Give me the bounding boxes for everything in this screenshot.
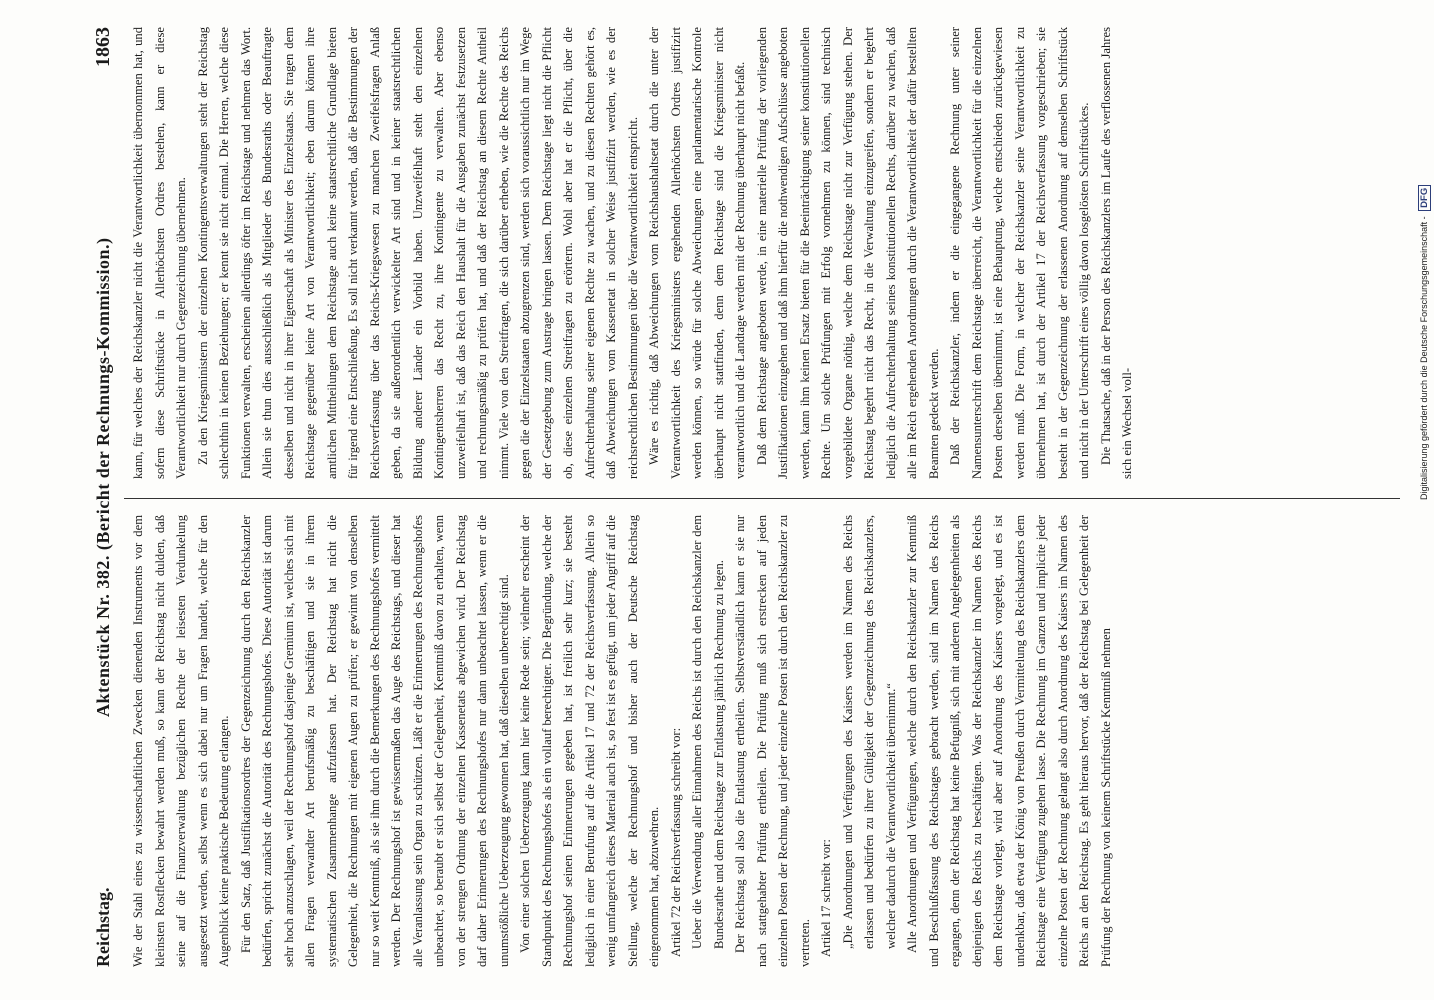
paragraph: Wie der Stahl eines zu wissenschaftlichen Zwecken dienenden Instruments vor dem kleinsten Rostflecken bewahrt werden muß, so kann der Reichstag nicht dulden, daß seine auf die Finanzverwaltung bezüglichen Rechte der leisesten Verdunkelung ausgesetzt werden, selbst wenn es sich dabei nur um Fragen handelt, welche für den Augenblick keine praktische Bedeutung erlangen. [131, 515, 231, 967]
paragraph: Die Thatsache, daß in der Person des Reichskanzlers im Laufe des verflossenen Jahres sich ein Wechsel voll- [1098, 27, 1134, 479]
left-column [128, 515, 1400, 967]
paragraph: Daß der Reichskanzler, indem er die eingegangene Rechnung unter seiner Namensunterschrift dem Reichstage überreicht, die Verantwortlichkeit für die einzelnen Posten derselben übernimmt, ist eine Behauptung, welche entschieden zurückgewiesen werden muß. Die Form, in welcher der Reichskanzler seine Verantwortlichkeit zu übernehmen hat, ist durch der Artikel 17 der Reichsverfassung vorgeschrieben; sie besteht in der Gegenzeichnung der erlassenen Anordnung auf demselben Schriftstück und nicht in der Unterschrift eines völlig davon losgelösten Schriftstückes. [948, 27, 1091, 479]
digitization-credit [1418, 185, 1431, 500]
credit-text: Digitalisierung gefördert durch die Deutsche Forschungsgemeinschaft - [1419, 216, 1429, 500]
paragraph: Der Reichstag soll also die Entlastung ertheilen. Selbstverständlich kann er sie nur nach stattgehabter Prüfung ertheilen. Die Prüfung muß sich erstrecken auf jeden einzelnen Posten der Rechnung, und jeder einzelne Posten ist durch den Reichskanzler zu vertreten. [733, 515, 812, 967]
header-title: Aktenstück Nr. 382. (Bericht der Rechnungs-Kommission.) [93, 237, 113, 718]
rotated-document-page [88, 27, 1408, 967]
paragraph: Artikel 17 schreibt vor: [819, 839, 833, 957]
page-header [88, 27, 114, 967]
paragraph: „Die Anordnungen und Verfügungen des Kaisers werden im Namen des Reichs erlassen und bedürfen zu ihrer Gültigkeit der Gegenzeichnung des Reichskanzlers, welcher dadurch die Verantwortlichkeit übernimmt.“ [840, 515, 898, 949]
paragraph: Für den Satz, daß Justifikationsordres der Gegenzeichnung durch den Reichskanzler bedürfen, spricht zunächst die Autorität des Rechnungshofes. Diese Autorität ist darum sehr hoch anzuschlagen, weil der Rechnungshof dasjenige Gremium ist, welches sich mit allen Fragen verwandter Art berufsmäßig zu beschäftigen und sie in ihrem systematischen Zusammenhange aufzufassen hat. Der Reichstag hat nicht die Gelegenheit, die Rechnungen mit eigenen Augen zu prüfen; er gewinnt von denselben nur so weit Kenntniß, als sie ihm durch die Bemerkungen des Rechnungshofes vermittelt werden. Der Rechnungshof ist gewissermaßen das Auge des Reichstags, und dieser hat alle Veranlassung sein Organ zu schützen. Läßt er die Erinnerungen des Rechnungshofes unbeachtet, so beraubt er sich selbst der Gelegenheit, Kenntniß davon zu erhalten, wenn von der strengen Ordnung der einzelnen Kassenetats abgewichen wird. Der Reichstag darf daher Erinnerungen des Rechnungshofes nur dann unbeachtet lassen, wenn er die unumstößliche Ueberzeugung gewonnen hat, daß dieselben unberechtigt sind. [238, 515, 511, 967]
paragraph: kann, für welches der Reichskanzler nicht die Verantwortlichkeit übernommen hat, und sofern diese Schriftstücke in Allerhöchsten Ordres bestehen, kann er diese Verantwortlichkeit nur durch Gegenzeichnung übernehmen. [131, 27, 188, 479]
paragraph: Ueber die Verwendung aller Einnahmen des Reichs ist durch den Reichskanzler dem Bundesrathe und dem Reichstage zur Entlastung jährlich Rechnung zu legen. [690, 515, 726, 949]
page-number: 1863 [92, 27, 114, 67]
paragraph: Zu den Kriegsministern der einzelnen Kontingentsverwaltungen steht der Reichstag schlechthin in keinen Beziehungen; er kennt sie nicht einmal. Die Herren, welche diese Funktionen verwalten, erscheinen allerdings öfter im Reichstage und nehmen das Wort. Allein sie thun dies ausschließlich als Mitglieder des Bundesraths oder Beauftragte desselben und nicht in ihrer Eigenschaft als Minister des Einzelstaats. Sie tragen dem Reichstage gegenüber keine Art von Verantwortlichkeit; eben darum können ihre amtlichen Mittheilungen dem Reichstage auch keine staatsrechtliche Grundlage bieten für irgend eine Entschließung. Es soll nicht verkannt werden, daß die Bestimmungen der Reichsverfassung über das Reichs-Kriegswesen zu manchen Zweifelsfragen Anlaß geben, da sie außerordentlich verwickelter Art sind und in keiner staatsrechtlichen Bildung anderer Länder ein Vorbild haben. Unzweifelhaft steht den einzelnen Kontingentsherren das Recht zu, ihre Kontingente zu verwalten. Aber ebenso unzweifelhaft ist, daß das Reich den Haushalt für die Ausgaben zunächst festzusetzen und rechnungsmäßig zu prüfen hat, und daß der Reichstag an diesem Rechte Antheil nimmt. Viele von den Streitfragen, die sich darüber erheben, wie die Rechte des Reichs gegen die der Einzelstaaten abzugrenzen sind, werden sich voraussichtlich nur im Wege der Gesetzgebung zum Austrage bringen lassen. Dem Reichstage liegt nicht die Pflicht ob, diese einzelnen Streitfragen zu erörtern. Wohl aber hat er die Pflicht, über die Aufrechterhaltung seiner eigenen Rechte zu wachen, und zu diesen Rechten gehört es, daß Abweichungen vom Kassenetat in solcher Weise justifizirt werden, wie es der reichsrechtlichen Bestimmungen über die Verantwortlichkeit entspricht. [195, 27, 640, 479]
right-column [128, 27, 1400, 479]
header-left: Reichstag. [93, 887, 113, 967]
paragraph: Von einer solchen Ueberzeugung kann hier keine Rede sein; vielmehr erscheint der Standpunkt des Rechnungshofes als ein vollauf berechtigter. Die Begründung, welche der Rechnungshof seinen Erinnerungen gegeben hat, ist freilich sehr kurz; sie besteht lediglich in einer Berufung auf die Artikel 17 und 72 der Reichsverfassung. Allein so wenig umfangreich dieses Material auch ist, so fest ist es gefügt, um jeder Angriff auf die Stellung, welche der Rechnungshof und bisher auch der Deutsche Reichstag eingenommen hat, abzuwehren. [518, 515, 661, 967]
paragraph: Alle Anordnungen und Verfügungen, welche durch den Reichskanzler zur Kenntniß und Beschlußfassung des Reichstages gebracht werden, sind im Namen des Reichs ergangen, denn der Reichstag hat keine Befugniß, sich mit anderen Angelegenheiten als denjenigen des Reichs zu beschäftigen. Was der Reichskanzler im Namen des Reichs dem Reichstage vorlegt, wird aber auf Anordnung des Kaisers vorgelegt, und es ist undenkbar, daß etwa der König von Preußen durch Vermittelung des Reichskanzlers dem Reichstage eine Verfügung zugehen lasse. Die Rechnung im Ganzen und implicite jeder einzelne Posten der Rechnung gelangt also durch Anordnung des Kaisers im Namen des Reichs an den Reichstag. Es geht hieraus hervor, daß der Reichstag bei Gelegenheit der Prüfung der Rechnung von keinem Schriftstücke Kenntniß nehmen [905, 515, 1113, 967]
paragraph: Artikel 72 der Reichsverfassung schreibt vor: [668, 727, 683, 957]
paragraph: Wäre es richtig, daß Abweichungen vom Reichshaushaltsetat durch die unter der Verantwortlichkeit des Kriegsministers ergehenden Allerhöchsten Ordres justifizirt werden können, so würde für solche Abweichungen eine parlamentarische Kontrole überhaupt nicht stattfinden, denn dem Reichstage sind die Kriegsminister nicht verantwortlich und die Landtage werden mit der Rechnung überhaupt nicht befaßt. [647, 27, 747, 479]
column-divider [124, 498, 1400, 499]
paragraph: Daß dem Reichstage angeboten werde, in eine materielle Prüfung der vorliegenden Justifikationen einzugehen und daß ihm hierfür die nothwendigen Aufschlüsse angeboten werden, kann ihm keinen Ersatz bieten für die Beeinträchtigung seiner konstitutionellen Rechte. Um solche Prüfungen mit Erfolg vornehmen zu können, sind technisch vorgebildete Organe nöthig, welche dem Reichstage nicht zur Verfügung stehen. Der Reichstag begehrt nicht das Recht, in die Verwaltung einzugreifen, sondern er begehrt lediglich die Aufrechterhaltung seines konstitutionellen Rechts, darüber zu wachen, daß alle im Reich ergehenden Anordnungen durch die Verantwortlichkeit der dafür bestellten Beamten gedeckt werden. [754, 27, 941, 479]
dfg-logo: DFG [1418, 185, 1431, 211]
